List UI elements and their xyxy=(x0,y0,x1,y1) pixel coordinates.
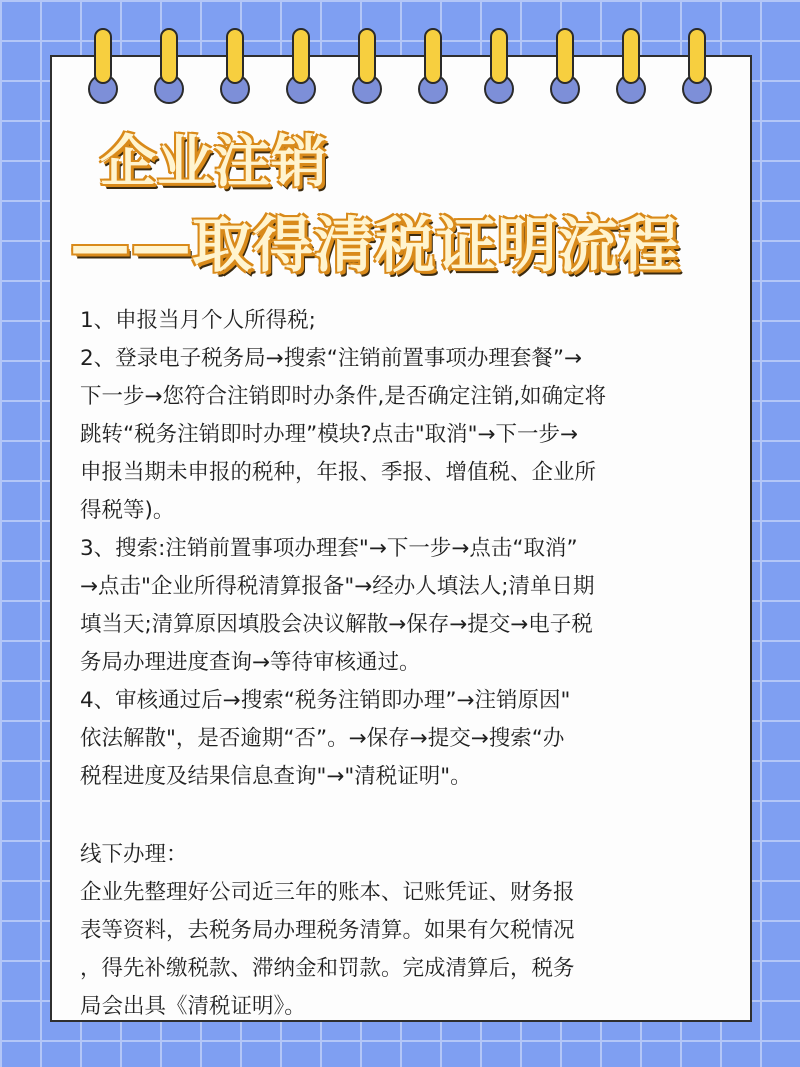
step-line: 4、审核通过后→搜索“税务注销即办理”→注销原因" xyxy=(80,688,571,713)
step-line: 填当天;清算原因填股会决议解散→保存→提交→电子税 xyxy=(80,612,593,637)
ring-icon xyxy=(486,28,512,100)
ring-icon xyxy=(90,28,116,100)
step-line: 申报当期未申报的税种，年报、季报、增值税、企业所 xyxy=(80,460,597,485)
ring-icon xyxy=(552,28,578,100)
offline-line: 局会出具《清税证明》。 xyxy=(80,994,306,1019)
step-line: 3、搜索:注销前置事项办理套"→下一步→点击“取消” xyxy=(80,536,578,561)
step-line: 下一步→您符合注销即时办条件,是否确定注销,如确定将 xyxy=(80,384,607,409)
ring-icon xyxy=(684,28,710,100)
step-line: 依法解散"，是否逾期“否”。→保存→提交→搜索“办 xyxy=(80,726,565,751)
ring-icon xyxy=(288,28,314,100)
ring-icon xyxy=(156,28,182,100)
page-subtitle: ——取得清税证明流程 xyxy=(70,211,680,281)
step-line: 跳转“税务注销即时办理”模块?点击"取消"→下一步→ xyxy=(80,422,578,447)
page-title: 企业注销 xyxy=(100,130,328,195)
step-line: 税程进度及结果信息查询"→"清税证明"。 xyxy=(80,764,472,789)
ring-icon xyxy=(420,28,446,100)
step-line: 2、登录电子税务局→搜索“注销前置事项办理套餐”→ xyxy=(80,346,582,371)
step-line: →点击"企业所得税清算报备"→经办人填法人;清单日期 xyxy=(80,574,595,599)
article-body xyxy=(80,302,720,1026)
step-line: 务局办理进度查询→等待审核通过。 xyxy=(80,650,421,675)
offline-heading: 线下办理： xyxy=(80,842,188,867)
offline-line: 企业先整理好公司近三年的账本、记账凭证、财务报 xyxy=(80,880,575,905)
ring-icon xyxy=(618,28,644,100)
ring-icon xyxy=(354,28,380,100)
step-line: 1、申报当月个人所得税; xyxy=(80,308,316,333)
offline-line: 表等资料，去税务局办理税务清算。如果有欠税情况 xyxy=(80,918,575,943)
offline-line: ，得先补缴税款、滞纳金和罚款。完成清算后，税务 xyxy=(80,956,575,981)
ring-icon xyxy=(222,28,248,100)
step-line: 得税等)。 xyxy=(80,498,175,523)
